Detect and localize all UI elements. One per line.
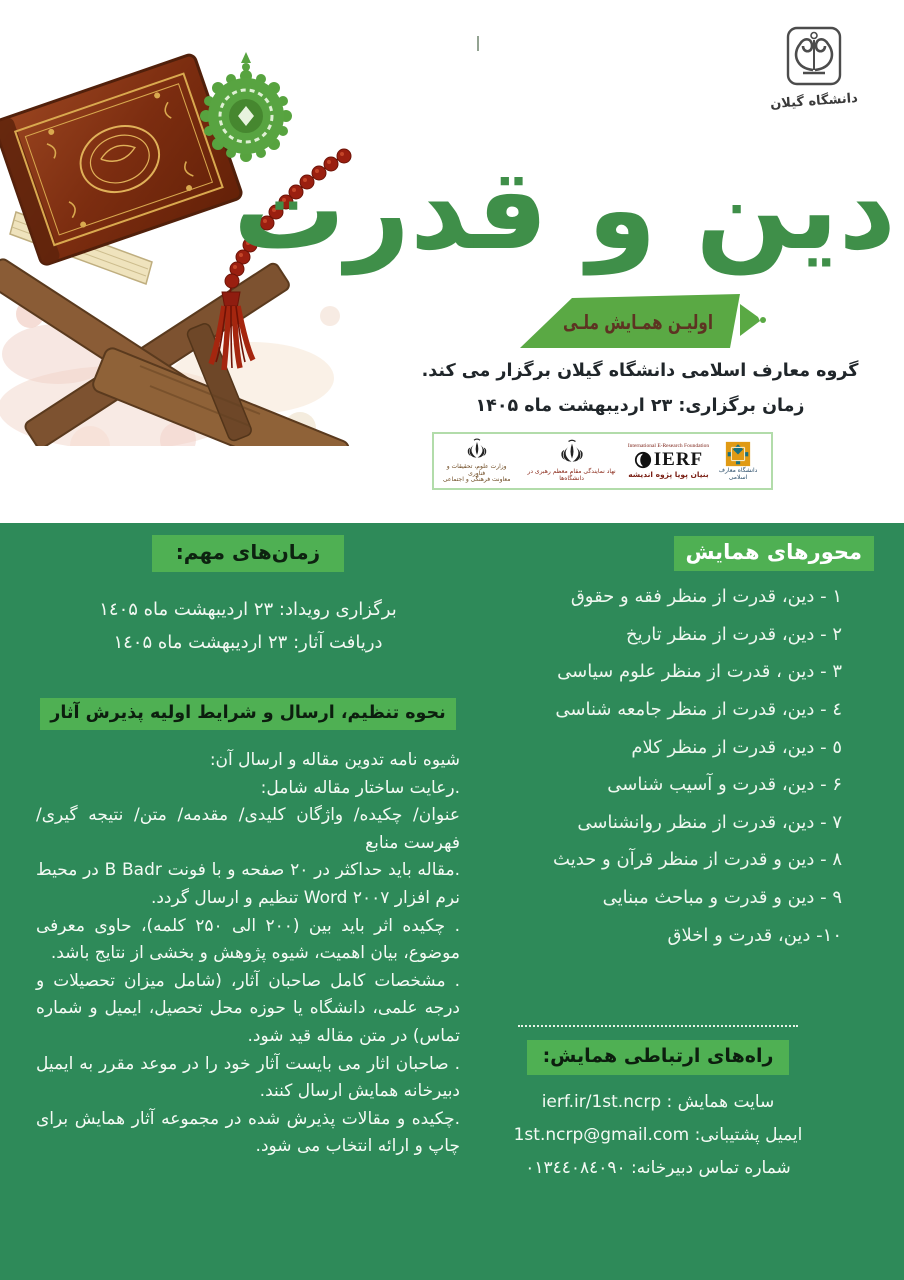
organizer-block [420, 361, 860, 416]
submission-paragraph: .رعایت ساختار مقاله شامل: [260, 777, 460, 798]
logo-ministry [438, 438, 515, 485]
topic-item: ٤ - دین، قدرت از منظر جامعه شناسی [555, 699, 842, 721]
topic-item: ۸ - دین و قدرت از منظر قرآن و حدیث [553, 849, 842, 871]
topic-item: ۲ - دین، قدرت از منظر تاریخ [625, 623, 842, 645]
ierf-globe-icon [634, 451, 652, 469]
important-dates-header: زمان‌های مهم: [152, 535, 344, 572]
topics-list [454, 578, 874, 954]
conference-title: دین و قدرت [233, 145, 896, 275]
iran-emblem-icon [466, 438, 488, 464]
submission-panel [36, 698, 460, 1161]
ierf-caption: بنیان پویا پژوه اندیشه [628, 469, 709, 479]
contact-panel [512, 1021, 804, 1185]
submission-paragraph: . صاحبان اثار می بایست آثار خود را در موعد مقرر به ایمیل دبیرخانه همایش ارسال کنند. [36, 1053, 460, 1102]
event-date-line: زمان برگزاری: ۲۳ اردیبهشت ماه ۱۴۰۵ [475, 396, 805, 416]
contact-divider [518, 1025, 798, 1027]
stray-mark [477, 36, 479, 51]
topic-item: ۱۰- دین، قدرت و اخلاق [667, 924, 842, 946]
maaref-caption: دانشگاه معارف اسلامی [718, 467, 758, 481]
ministry-caption-line1: وزارت علوم، تحقیقات و فناوری [446, 462, 507, 477]
contact-email-line: ایمیل پشتیبانی: 1st.ncrp@gmail.com [513, 1125, 803, 1145]
green-section [0, 523, 904, 1280]
maaref-kufic-icon [724, 440, 752, 468]
quran-book [0, 53, 243, 266]
guilan-logo [766, 26, 862, 113]
topic-item: ۹ - دین و قدرت و مباحث مبنایی [602, 887, 842, 909]
topic-item: ۱ - دین، قدرت از منظر فقه و حقوق [570, 586, 842, 608]
leader-office-caption: نهاد نمایندگی مقام معظم رهبری در دانشگاه‌ها [527, 468, 616, 482]
ierf-top-line: International E-Research Foundation [627, 442, 710, 449]
topic-item: ۳ - دین ، قدرت از منظر علوم سیاسی [557, 661, 842, 683]
contact-lines [512, 1086, 804, 1185]
contact-phone-line: شماره تماس دبیرخانه: ۰۱۳٤٤۰۸٤۰۹۰ [525, 1158, 791, 1178]
logo-leader-office [515, 439, 628, 483]
guilan-logo-caption: دانشگاه گیلان [769, 90, 859, 113]
topics-header: محورهای همایش [674, 536, 875, 571]
important-dates-lines [36, 593, 460, 659]
submission-paragraph: عنوان/ چکیده/ واژگان کلیدی/ مقدمه/ متن/ نتیجه گیری/ فهرست منابع [36, 805, 460, 853]
submission-paragraph: . چکیده اثر باید بین (۲۰۰ الی ۲۵۰ کلمه)، حاوی معرفی موضوع، بیان اهمیت، شیوه پژوهش و بخشی از نتایج باشد. [36, 915, 460, 964]
iran-emblem-icon [559, 439, 585, 469]
first-conference-banner [500, 288, 768, 354]
topic-item: ٥ - دین، قدرت از منظر کلام [631, 736, 842, 758]
submission-paragraph: شیوه نامه تدوین مقاله و ارسال آن: [209, 750, 460, 770]
submission-paragraph: .مقاله باید حداکثر در ۲۰ صفحه و با فونت B Badr در محیط نرم افزار Word ۲۰۰۷ تنظیم و ارسال گردد. [36, 860, 460, 908]
topic-item: ۷ - دین، قدرت از منظر روانشناسی [577, 811, 842, 833]
topics-panel [454, 536, 874, 954]
submission-body [36, 747, 460, 1161]
guilan-emblem-icon [772, 26, 856, 88]
important-dates-panel [36, 535, 460, 659]
logos-strip [432, 432, 773, 490]
ierf-acronym: IERF [653, 448, 704, 470]
ministry-caption-line2: معاونت فرهنگی و اجتماعی [442, 476, 511, 484]
event-date: برگزاری رویداد: ۲۳ اردیبهشت ماه ۱٤۰۵ [99, 599, 397, 620]
contact-site-line: سایت همایش : ierf.ir/1st.ncrp [541, 1092, 775, 1112]
logo-maaref [709, 440, 767, 482]
submission-deadline: دریافت آثار: ۲۳ اردیبهشت ماه ۱٤۰۵ [113, 632, 383, 653]
banner-label: اولیـن همـایش ملـی [563, 310, 713, 334]
logo-ierf [628, 443, 709, 480]
submission-paragraph: .چکیده و مقالات پذیرش شده در مجموعه آثار همایش برای چاپ و ارائه انتخاب می شود. [36, 1108, 460, 1157]
contact-header: راه‌های ارتباطی همایش: [527, 1040, 790, 1075]
submission-paragraph: . مشخصات کامل صاحبان آثار، (شامل میزان تحصیلات و درجه علمی، دانشگاه یا حوزه محل تحصیل، ایمیل و شماره تماس) در متن مقاله قید شود. [36, 970, 460, 1046]
topic-item: ۶ - دین، قدرت و آسیب شناسی [607, 774, 842, 796]
submission-header: نحوه تنظیم، ارسال و شرایط اولیه پذیرش آثار [40, 698, 455, 730]
organizer-line: گروه معارف اسلامی دانشگاه گیلان برگزار می کند. [421, 361, 859, 381]
